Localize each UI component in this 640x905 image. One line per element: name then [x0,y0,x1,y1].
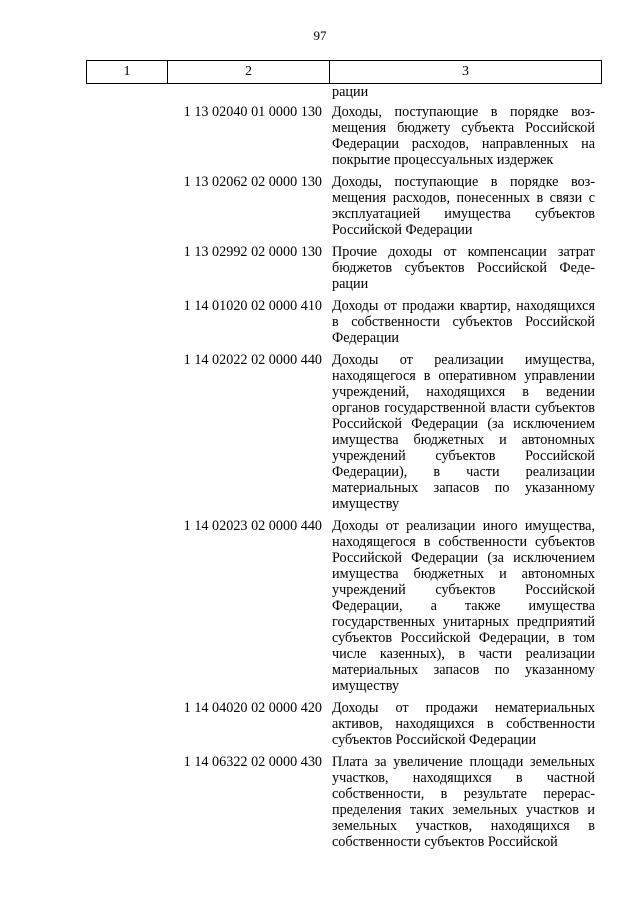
table-row [86,298,600,346]
continuation-text: рации [332,84,369,100]
table-row [86,352,600,512]
row-code: 1 14 06322 02 0000 430 [183,754,322,770]
row-code: 1 14 01020 02 0000 410 [183,298,322,314]
header-row [87,61,602,84]
table-row [86,244,600,292]
empty-cell [86,700,166,748]
table-body [86,104,600,856]
header-column-2: 2 [168,61,330,84]
row-description: Плата за увеличение площади земельных участков, находящихся в частной собственности, в результате перераспределения таких земельных участков и земельных участков, находящихся в собственности субъектов Российской [332,754,595,850]
table-row [86,104,600,168]
empty-cell [86,518,166,694]
table-row [86,754,600,850]
row-description: Доходы от реализации иного имущества, находящегося в собственности субъектов Российской Федерации (за исключением имущества бюджетных и автономных учреждений субъектов Российской Федерации, а также имущества государственных унитарных предприятий субъектов Российской Федерации, в том числе казенных), в части реализации материальных запасов по указанному имуществу [332,518,595,694]
empty-cell [86,754,166,850]
row-code: 1 14 02023 02 0000 440 [183,518,322,534]
header-column-3: 3 [330,61,602,84]
table-row [86,700,600,748]
empty-cell [86,104,166,168]
row-code: 1 14 04020 02 0000 420 [183,700,322,716]
table-header [86,60,602,84]
row-description: Доходы от реализации имущества, находящегося в оперативном управлении учреждений, находящихся в ведении органов государственной власти субъектов Российской Федерации (за исключением имущества бюджетных и автономных учреждений субъектов Российской Федерации), в части реализации материальных запасов по указанному имуществу [332,352,595,512]
table-row [86,518,600,694]
row-description: Доходы от продажи квартир, находящихся в собственности субъектов Российской Федерации [332,298,595,346]
row-description: Доходы, поступающие в порядке возмещения расходов, понесенных в связи с эксплуатацией имущества субъектов Российской Федерации [332,174,595,238]
row-code: 1 13 02062 02 0000 130 [183,174,322,190]
empty-cell [86,244,166,292]
row-description: Доходы, поступающие в порядке возмещения бюджету субъекта Российской Федерации расходов, направленных на покрытие процессуальных издержек [332,104,595,168]
empty-cell [86,352,166,512]
header-column-1: 1 [87,61,168,84]
row-description: Доходы от продажи нематериальных активов, находящихся в собственности субъектов Российской Федерации [332,700,595,748]
row-code: 1 13 02992 02 0000 130 [183,244,322,260]
empty-cell [86,174,166,238]
table-row [86,174,600,238]
row-code: 1 14 02022 02 0000 440 [183,352,322,368]
page-number: 97 [313,28,327,43]
row-code: 1 13 02040 01 0000 130 [183,104,322,120]
row-description: Прочие доходы от компенсации затрат бюджетов субъектов Российской Федерации [332,244,595,292]
empty-cell [86,298,166,346]
